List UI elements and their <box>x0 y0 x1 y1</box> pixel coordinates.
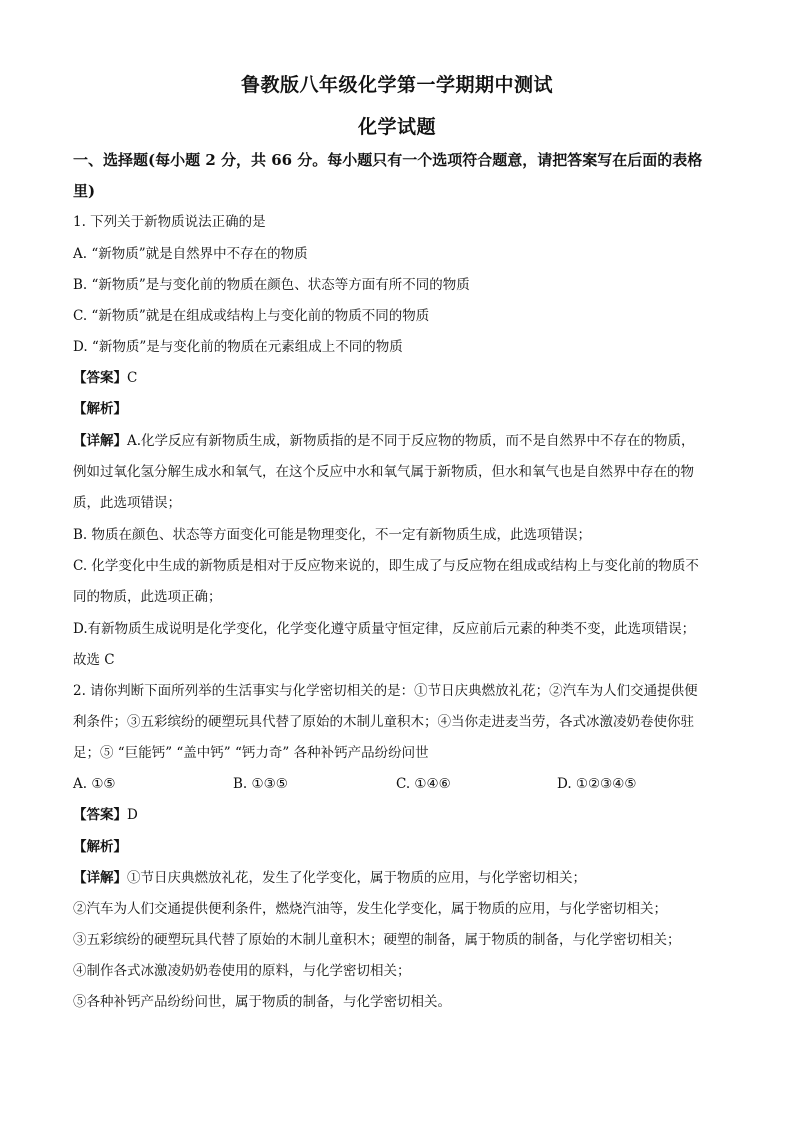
answer-value: C <box>127 370 138 386</box>
section-heading: 一、选择题(每小题 2 分，共 66 分。每小题只有一个选项符合题意，请把答案写在后面的表格里) <box>73 151 703 200</box>
question-2-detail-line: ②汽车为人们交通提供便利条件，燃烧汽油等，发生化学变化，属于物质的应用，与化学密切相关； <box>73 901 667 917</box>
question-2-option-c: C. ①④⑥ <box>396 776 451 792</box>
detail-text: ①节日庆典燃放礼花，发生了化学变化，属于物质的应用，与化学密切相关； <box>127 870 586 886</box>
question-1-option-c: C. “新物质”就是在组成或结构上与变化前的物质不同的物质 <box>73 308 430 324</box>
answer-tag: 【答案】 <box>73 807 127 823</box>
question-2-detail-line: ④制作各式冰激凌奶奶卷使用的原料，与化学密切相关； <box>73 963 411 979</box>
detail-tag: 【详解】 <box>73 433 127 449</box>
question-2-answer <box>73 806 723 824</box>
analysis-tag: 【解析】 <box>73 839 127 855</box>
answer-value: D <box>127 807 138 823</box>
question-2-detail-line <box>73 869 723 887</box>
question-1-stem: 1. 下列关于新物质说法正确的是 <box>73 214 266 230</box>
question-1-detail-line: C. 化学变化中生成的新物质是相对于反应物来说的，即生成了与反应物在组成或结构上与变化前的物质不 <box>73 558 699 574</box>
document-title: 鲁教版八年级化学第一学期期中测试 <box>240 74 553 96</box>
question-2-option-a: A. ①⑤ <box>73 776 116 792</box>
question-2-stem-line: 2. 请你判断下面所列举的生活事实与化学密切相关的是：①节日庆典燃放礼花；②汽车为人们交通提供便 <box>73 683 698 699</box>
analysis-tag: 【解析】 <box>73 401 127 417</box>
question-1-option-a: A. “新物质”就是自然界中不存在的物质 <box>73 246 308 262</box>
question-1-answer <box>73 369 723 387</box>
question-2-analysis <box>73 838 723 856</box>
question-1-analysis <box>73 400 723 418</box>
question-2-detail-line: ③五彩缤纷的硬塑玩具代替了原始的木制儿童积木；硬塑的制备，属于物质的制备，与化学密切相关； <box>73 932 681 948</box>
question-2-detail-line: ⑤各种补钙产品纷纷问世，属于物质的制备，与化学密切相关。 <box>73 994 451 1010</box>
question-1-option-b: B. “新物质”是与变化前的物质在颜色、状态等方面有所不同的物质 <box>73 277 470 293</box>
question-1-detail-line <box>73 432 723 450</box>
question-2-stem-line: 足；⑤ “巨能钙” “盖中钙” “钙力奇” 各种补钙产品纷纷问世 <box>73 745 429 761</box>
question-2-option-b: B. ①③⑤ <box>233 776 288 792</box>
question-1-detail-line: 故选 C <box>73 652 115 668</box>
question-1-detail-line: 质，此选项错误； <box>73 495 181 511</box>
question-1-detail-line: 同的物质，此选项正确； <box>73 589 222 605</box>
question-1-detail-line: B. 物质在颜色、状态等方面变化可能是物理变化，不一定有新物质生成，此选项错误； <box>73 527 592 543</box>
detail-text: A.化学反应有新物质生成，新物质指的是不同于反应物的物质，而不是自然界中不存在的物质， <box>127 433 695 449</box>
answer-tag: 【答案】 <box>73 370 127 386</box>
question-2-stem-line: 利条件；③五彩缤纷的硬塑玩具代替了原始的木制儿童积木；④当你走进麦当劳，各式冰激凌奶卷使你驻 <box>73 714 694 730</box>
detail-tag: 【详解】 <box>73 870 127 886</box>
question-1-detail-line: 例如过氧化氢分解生成水和氧气，在这个反应中水和氧气属于新物质，但水和氧气也是自然界中存在的物 <box>73 464 694 480</box>
document-subtitle: 化学试题 <box>357 116 436 138</box>
question-2-option-d: D. ①②③④⑤ <box>557 776 637 792</box>
question-1-detail-line: D.有新物质生成说明是化学变化，化学变化遵守质量守恒定律，反应前后元素的种类不变，此选项错误； <box>73 621 696 637</box>
question-1-option-d: D. “新物质”是与变化前的物质在元素组成上不同的物质 <box>73 339 403 355</box>
